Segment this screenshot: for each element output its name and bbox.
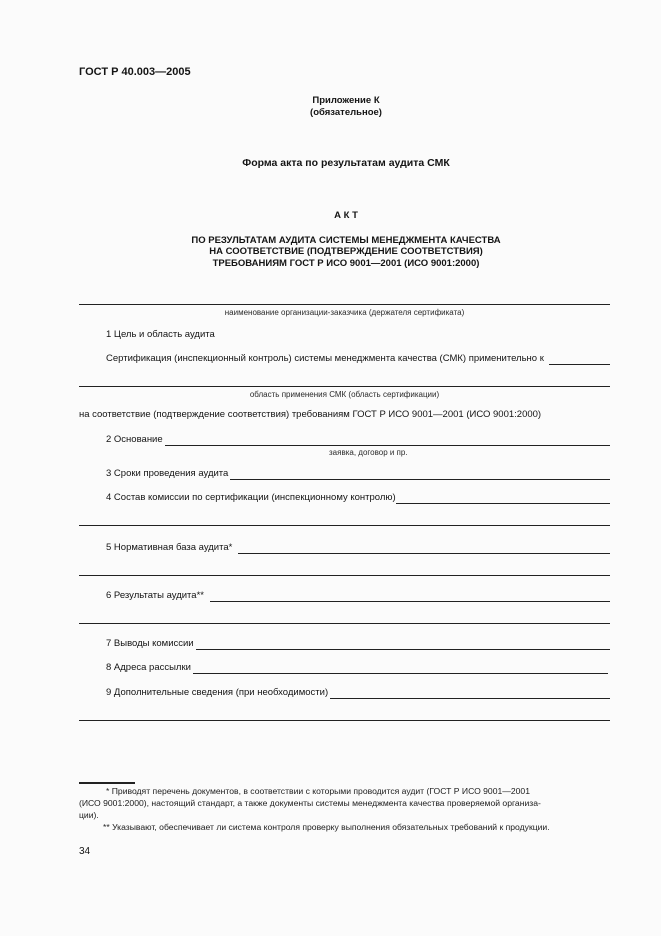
footnote-1-line-1: * Приводят перечень документов, в соответствии с которыми проводится аудит (ГОСТ Р ИСО 9001—2001 xyxy=(106,786,530,796)
scope-line[interactable] xyxy=(79,386,610,387)
scope-caption: область применения СМК (область сертификации) xyxy=(249,390,440,399)
normative-label: 5 Нормативная база аудита* xyxy=(106,542,233,553)
org-name-line[interactable] xyxy=(79,304,610,305)
normative-row xyxy=(106,542,610,554)
terms-row xyxy=(106,468,610,480)
additional-field[interactable] xyxy=(330,689,610,699)
conclusions-label: 7 Выводы комиссии xyxy=(106,638,194,649)
normative-extra-line[interactable] xyxy=(79,575,610,576)
additional-extra-line[interactable] xyxy=(79,720,610,721)
basis-row xyxy=(106,434,610,446)
conclusions-field[interactable] xyxy=(196,640,610,650)
act-title-line2: НА СООТВЕТСТВИЕ (ПОДТВЕРЖДЕНИЕ СООТВЕТСТВИЯ) xyxy=(209,246,483,257)
additional-row xyxy=(106,687,610,699)
document-code: ГОСТ Р 40.003—2005 xyxy=(79,66,191,78)
conclusions-row xyxy=(106,638,610,650)
act-title-line3: ТРЕБОВАНИЯМ ГОСТ Р ИСО 9001—2001 (ИСО 9001:2000) xyxy=(212,258,480,269)
results-field[interactable] xyxy=(210,592,610,602)
addresses-row xyxy=(106,662,608,674)
form-title: Форма акта по результатам аудита СМК xyxy=(242,157,450,169)
certification-label: Сертификация (инспекционный контроль) системы менеджмента качества (СМК) применительно к xyxy=(106,353,544,364)
results-label: 6 Результаты аудита** xyxy=(106,590,204,601)
footnote-2: ** Указывают, обеспечивает ли система контроля проверку выполнения обязательных требований к продукции. xyxy=(103,822,550,832)
conformity-text: на соответствие (подтверждение соответствия) требованиям ГОСТ Р ИСО 9001—2001 (ИСО 9001:2000) xyxy=(79,409,542,420)
terms-label: 3 Сроки проведения аудита xyxy=(106,468,229,479)
addresses-label: 8 Адреса рассылки xyxy=(106,662,191,673)
addresses-field[interactable] xyxy=(193,664,608,674)
basis-label: 2 Основание xyxy=(106,434,163,445)
terms-field[interactable] xyxy=(230,470,610,480)
commission-extra-line[interactable] xyxy=(79,525,610,526)
certification-row xyxy=(106,353,610,365)
results-extra-line[interactable] xyxy=(79,623,610,624)
basis-field[interactable] xyxy=(165,436,610,446)
act-heading: А К Т xyxy=(334,210,358,221)
footnote-1-line-2: (ИСО 9001:2000), настоящий стандарт, а также документы системы менеджмента качества проверяемой организа- xyxy=(79,798,541,808)
additional-label: 9 Дополнительные сведения (при необходимости) xyxy=(106,687,329,698)
commission-field[interactable] xyxy=(396,494,610,504)
org-name-caption: наименование организации-заказчика (держателя сертификата) xyxy=(224,308,465,317)
results-row xyxy=(106,590,610,602)
normative-field[interactable] xyxy=(238,544,610,554)
footnote-1-line-3: ции). xyxy=(79,810,99,820)
certification-field[interactable] xyxy=(549,355,610,365)
item-goal: 1 Цель и область аудита xyxy=(106,329,215,340)
page-number: 34 xyxy=(79,846,91,857)
footnotes xyxy=(79,785,610,833)
appendix-subtitle: (обязательное) xyxy=(310,107,382,118)
act-title-line1: ПО РЕЗУЛЬТАТАМ АУДИТА СИСТЕМЫ МЕНЕДЖМЕНТА КАЧЕСТВА xyxy=(191,235,501,246)
footnote-separator xyxy=(79,782,135,784)
commission-row xyxy=(106,492,610,504)
basis-caption: заявка, договор и пр. xyxy=(329,448,408,457)
appendix-title: Приложение К xyxy=(312,95,380,106)
commission-label: 4 Состав комиссии по сертификации (инспекционному контролю) xyxy=(106,492,396,503)
